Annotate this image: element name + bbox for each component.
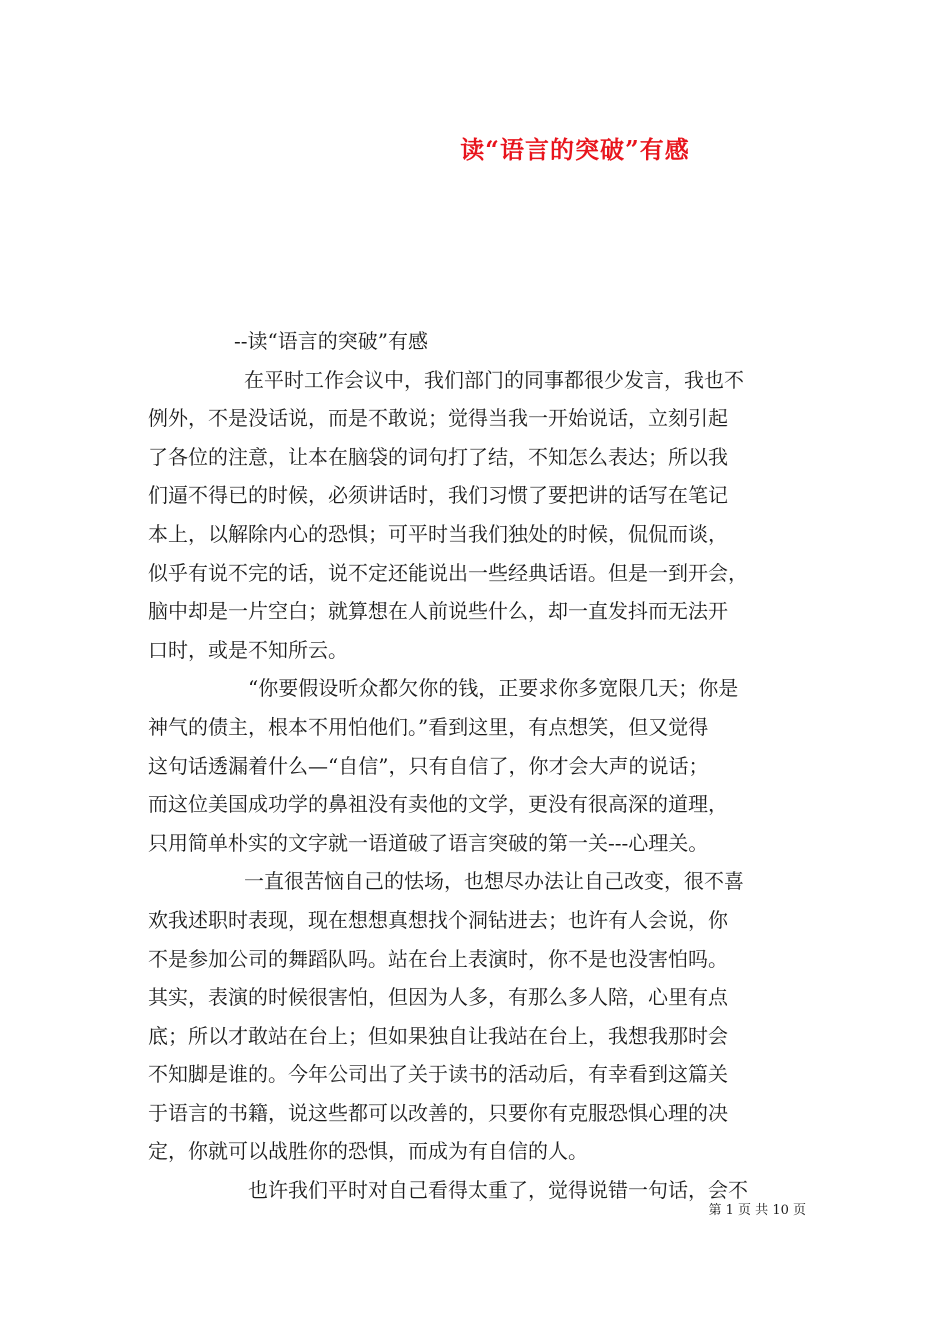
- text-line: 们逼不得已的时候，必须讲话时，我们习惯了要把讲的话写在笔记: [148, 483, 728, 508]
- text-line: 底；所以才敢站在台上；但如果独自让我站在台上，我想我那时会: [148, 1023, 728, 1048]
- text-line: 一直很苦恼自己的怯场，也想尽办法让自己改变，很不喜: [244, 869, 744, 894]
- text-line: 脑中却是一片空白；就算想在人前说些什么，却一直发抖而无法开: [148, 599, 728, 624]
- text-line: 定，你就可以战胜你的恐惧，而成为有自信的人。: [148, 1139, 588, 1164]
- document-body: [148, 322, 828, 1210]
- text-line: 只用简单朴实的文字就一语道破了语言突破的第一关---心理关。: [148, 830, 709, 855]
- text-line: 神气的债主，根本不用怕他们。”看到这里，有点想笑，但又觉得: [148, 714, 709, 739]
- text-line: 不是参加公司的舞蹈队吗。站在台上表演时，你不是也没害怕吗。: [148, 946, 728, 971]
- text-line: 似乎有说不完的话，说不定还能说出一些经典话语。但是一到开会，: [148, 560, 748, 585]
- text-line: 这句话透漏着什么—“自信”，只有自信了，你才会大声的说话；: [148, 753, 709, 778]
- text-line: 欢我述职时表现，现在想想真想找个洞钻进去；也许有人会说，你: [148, 907, 728, 932]
- text-line: 而这位美国成功学的鼻祖没有卖他的文学，更没有很高深的道理，: [148, 792, 728, 817]
- text-line: 了各位的注意，让本在脑袋的词句打了结，不知怎么表达；所以我: [148, 444, 728, 469]
- text-line: --读“语言的突破”有感: [234, 329, 428, 353]
- page-number: 第 1 页 共 10 页: [708, 1203, 806, 1218]
- text-line: 也许我们平时对自己看得太重了，觉得说错一句话，会不: [248, 1178, 748, 1203]
- text-line: 其实，表演的时候很害怕，但因为人多，有那么多人陪，心里有点: [148, 985, 728, 1010]
- text-line: 本上，以解除内心的恐惧；可平时当我们独处的时候，侃侃而谈，: [148, 521, 728, 546]
- text-line: 于语言的书籍，说这些都可以改善的，只要你有克服恐惧心理的决: [148, 1100, 728, 1125]
- document-title: 读“语言的突破”有感: [460, 135, 690, 164]
- text-line: 在平时工作会议中，我们部门的同事都很少发言，我也不: [244, 367, 744, 392]
- text-line: 不知脚是谁的。今年公司出了关于读书的活动后，有幸看到这篇关: [148, 1062, 728, 1087]
- text-line: 口时，或是不知所云。: [148, 637, 348, 662]
- text-line: 例外，不是没话说，而是不敢说；觉得当我一开始说话，立刻引起: [148, 406, 728, 431]
- text-line: “你要假设听众都欠你的钱，正要求你多宽限几天；你是: [248, 676, 739, 701]
